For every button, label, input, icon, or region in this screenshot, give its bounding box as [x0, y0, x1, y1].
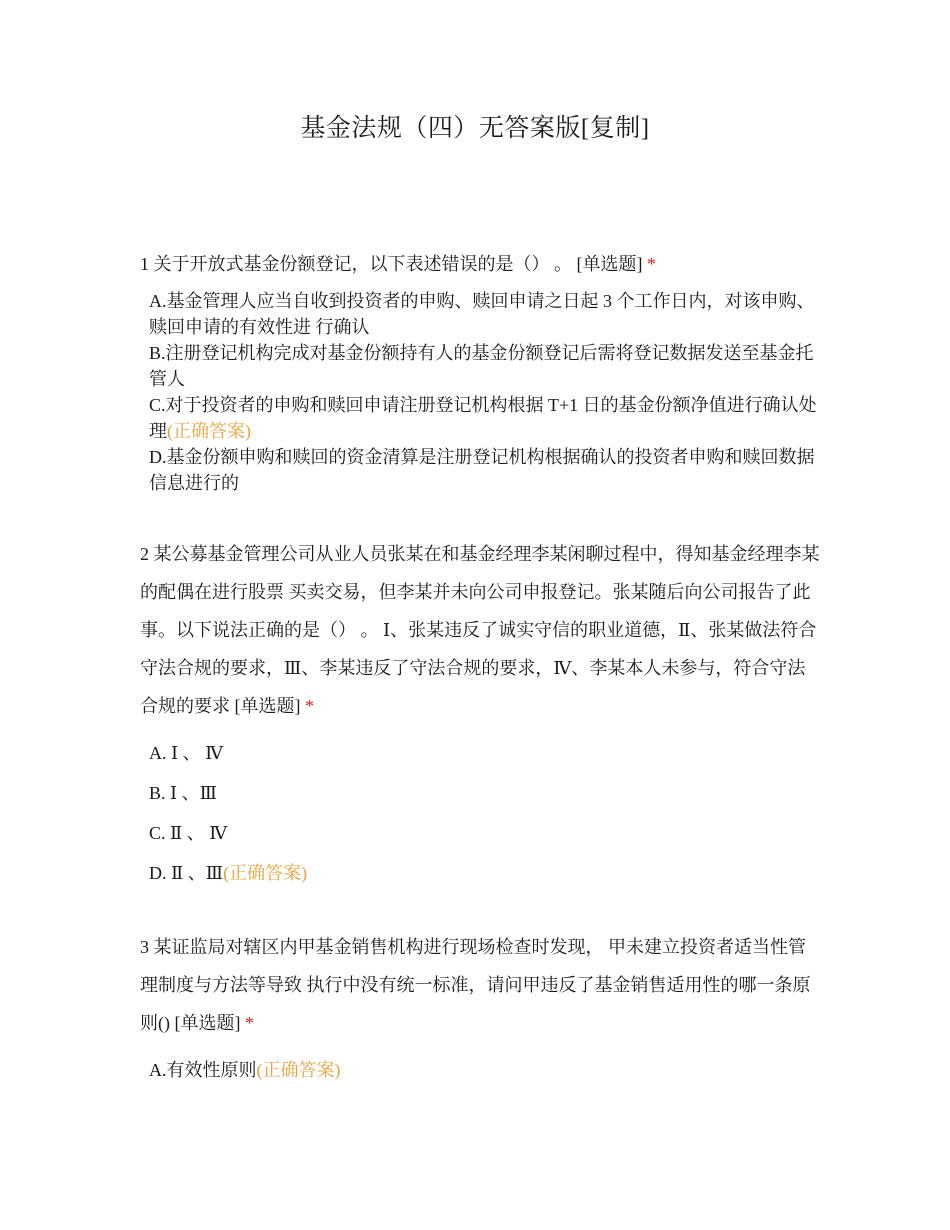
question-1: [140, 250, 820, 496]
option-b[interactable]: [149, 773, 820, 813]
option-text: A.基金管理人应当自收到投资者的申购、赎回申请之日起 3 个工作日内，对该申购、赎回申请的有效性进 行确认: [149, 291, 815, 337]
option-d[interactable]: [149, 444, 820, 496]
option-text: D.基金份额申购和赎回的资金清算是注册登记机构根据确认的投资者申购和赎回数据信息进行的: [149, 447, 815, 493]
question-text: 3 某证监局对辖区内甲基金销售机构进行现场检查时发现， 甲未建立投资者适当性管理制度与方法等导致 执行中没有统一标准，请问甲违反了基金销售适用性的哪一条原则() [单选题]: [140, 937, 811, 1033]
option-d[interactable]: [149, 853, 820, 893]
option-text: A. Ⅰ 、 Ⅳ: [149, 743, 224, 763]
question-text: 2 某公募基金管理公司从业人员张某在和基金经理李某闲聊过程中，得知基金经理李某的配偶在进行股票 买卖交易，但李某并未向公司申报登记。张某随后向公司报告了此事。以下说法正确的是（） 。 Ⅰ、张某违反了诚实守信的职业道德，Ⅱ、张某做法符合守法合规的要求，Ⅲ、李某违反了守法合规的要求，Ⅳ、李某本人未参与，符合守法合规的要求 [单选题]: [140, 544, 820, 716]
question-stem: [140, 928, 820, 1042]
question-text: 1 关于开放式基金份额登记，以下表述错误的是（） 。 [单选题]: [140, 254, 643, 274]
question-stem: [140, 250, 820, 278]
required-mark: *: [647, 254, 656, 274]
required-mark: *: [305, 696, 314, 716]
correct-answer-tag: (正确答案): [167, 421, 251, 441]
question-2: [140, 535, 820, 893]
option-a[interactable]: [149, 733, 820, 773]
option-text: A.有效性原则: [149, 1060, 257, 1080]
option-c[interactable]: [149, 392, 820, 444]
document-title: 基金法规（四）无答案版[复制]: [300, 115, 650, 142]
required-mark: *: [244, 1013, 254, 1033]
question-3: [140, 928, 820, 1090]
option-b[interactable]: [149, 340, 820, 392]
question-stem: [140, 535, 820, 725]
option-a[interactable]: [149, 288, 820, 340]
option-a[interactable]: [149, 1050, 820, 1090]
option-text: B.注册登记机构完成对基金份额持有人的基金份额登记后需将登记数据发送至基金托管人: [149, 343, 814, 389]
correct-answer-tag: (正确答案): [256, 1060, 341, 1080]
option-text: C.对于投资者的申购和赎回申请注册登记机构根据 T+1 日的基金份额净值进行确认处理: [149, 395, 817, 441]
correct-answer-tag: (正确答案): [223, 863, 308, 883]
option-text: D. Ⅱ 、Ⅲ: [149, 863, 224, 883]
option-text: C. Ⅱ 、 Ⅳ: [149, 823, 228, 843]
option-c[interactable]: [149, 813, 820, 853]
option-text: B. Ⅰ 、Ⅲ: [149, 783, 217, 803]
